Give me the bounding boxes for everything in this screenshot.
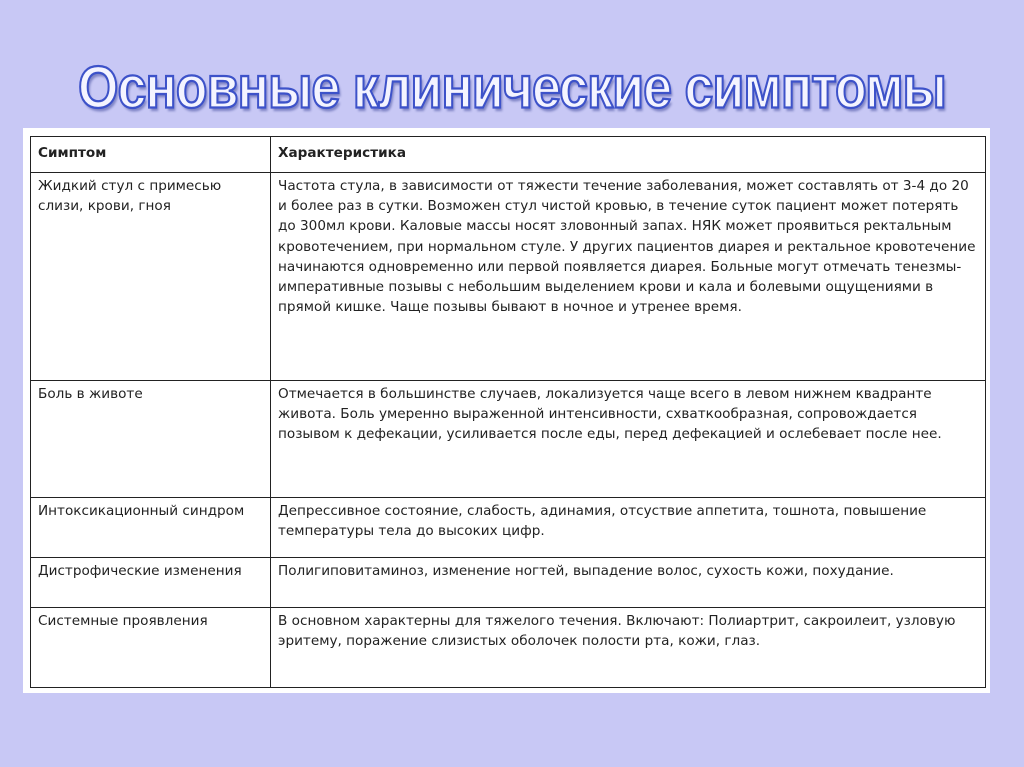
header-characteristic: Характеристика: [271, 137, 986, 173]
characteristic-cell: Депрессивное состояние, слабость, адинамия, отсуствие аппетита, тошнота, повышение температуры тела до высоких цифр.: [271, 498, 986, 558]
table-row: [31, 498, 986, 558]
symptom-cell: Боль в животе: [31, 381, 271, 498]
characteristic-cell: Частота стула, в зависимости от тяжести течение заболевания, может составлять от 3-4 до 20 и более раз в сутки. Возможен стул чистой кровью, в течение суток пациент может потерять до 300мл крови. Каловые массы носят зловонный запах. НЯК может проявиться ректальным кровотечением, при нормальном стуле. У других пациентов диарея и ректальное кровотечение начинаются одновременно или первой появляется диарея. Больные могут отмечать тенезмы- императивные позывы с небольшим выделением крови и кала и болевыми ощущениями в прямой кишке. Чаще позывы бывают в ночное и утренее время.: [271, 173, 986, 381]
table-row: [31, 173, 986, 381]
table-frame: [23, 128, 990, 693]
table-row: [31, 608, 986, 688]
characteristic-cell: Полигиповитаминоз, изменение ногтей, выпадение волос, сухость кожи, похудание.: [271, 558, 986, 608]
symptoms-table: [30, 136, 986, 688]
symptom-cell: Жидкий стул с примесью слизи, крови, гноя: [31, 173, 271, 381]
characteristic-cell: В основном характерны для тяжелого течения. Включают: Полиартрит, сакроилеит, узловую эритему, поражение слизистых оболочек полости рта, кожи, глаз.: [271, 608, 986, 688]
symptom-cell: Дистрофические изменения: [31, 558, 271, 608]
symptom-cell: Системные проявления: [31, 608, 271, 688]
table-header-row: [31, 137, 986, 173]
header-symptom: Симптом: [31, 137, 271, 173]
slide-title: Основные клинические симптомы: [78, 54, 946, 122]
table-row: [31, 381, 986, 498]
table-row: [31, 558, 986, 608]
characteristic-cell: Отмечается в большинстве случаев, локализуется чаще всего в левом нижнем квадранте живота. Боль умеренно выраженной интенсивности, схваткообразная, сопровождается позывом к дефекации, усиливается после еды, перед дефекацией и ослебевает после нее.: [271, 381, 986, 498]
symptom-cell: Интоксикационный синдром: [31, 498, 271, 558]
